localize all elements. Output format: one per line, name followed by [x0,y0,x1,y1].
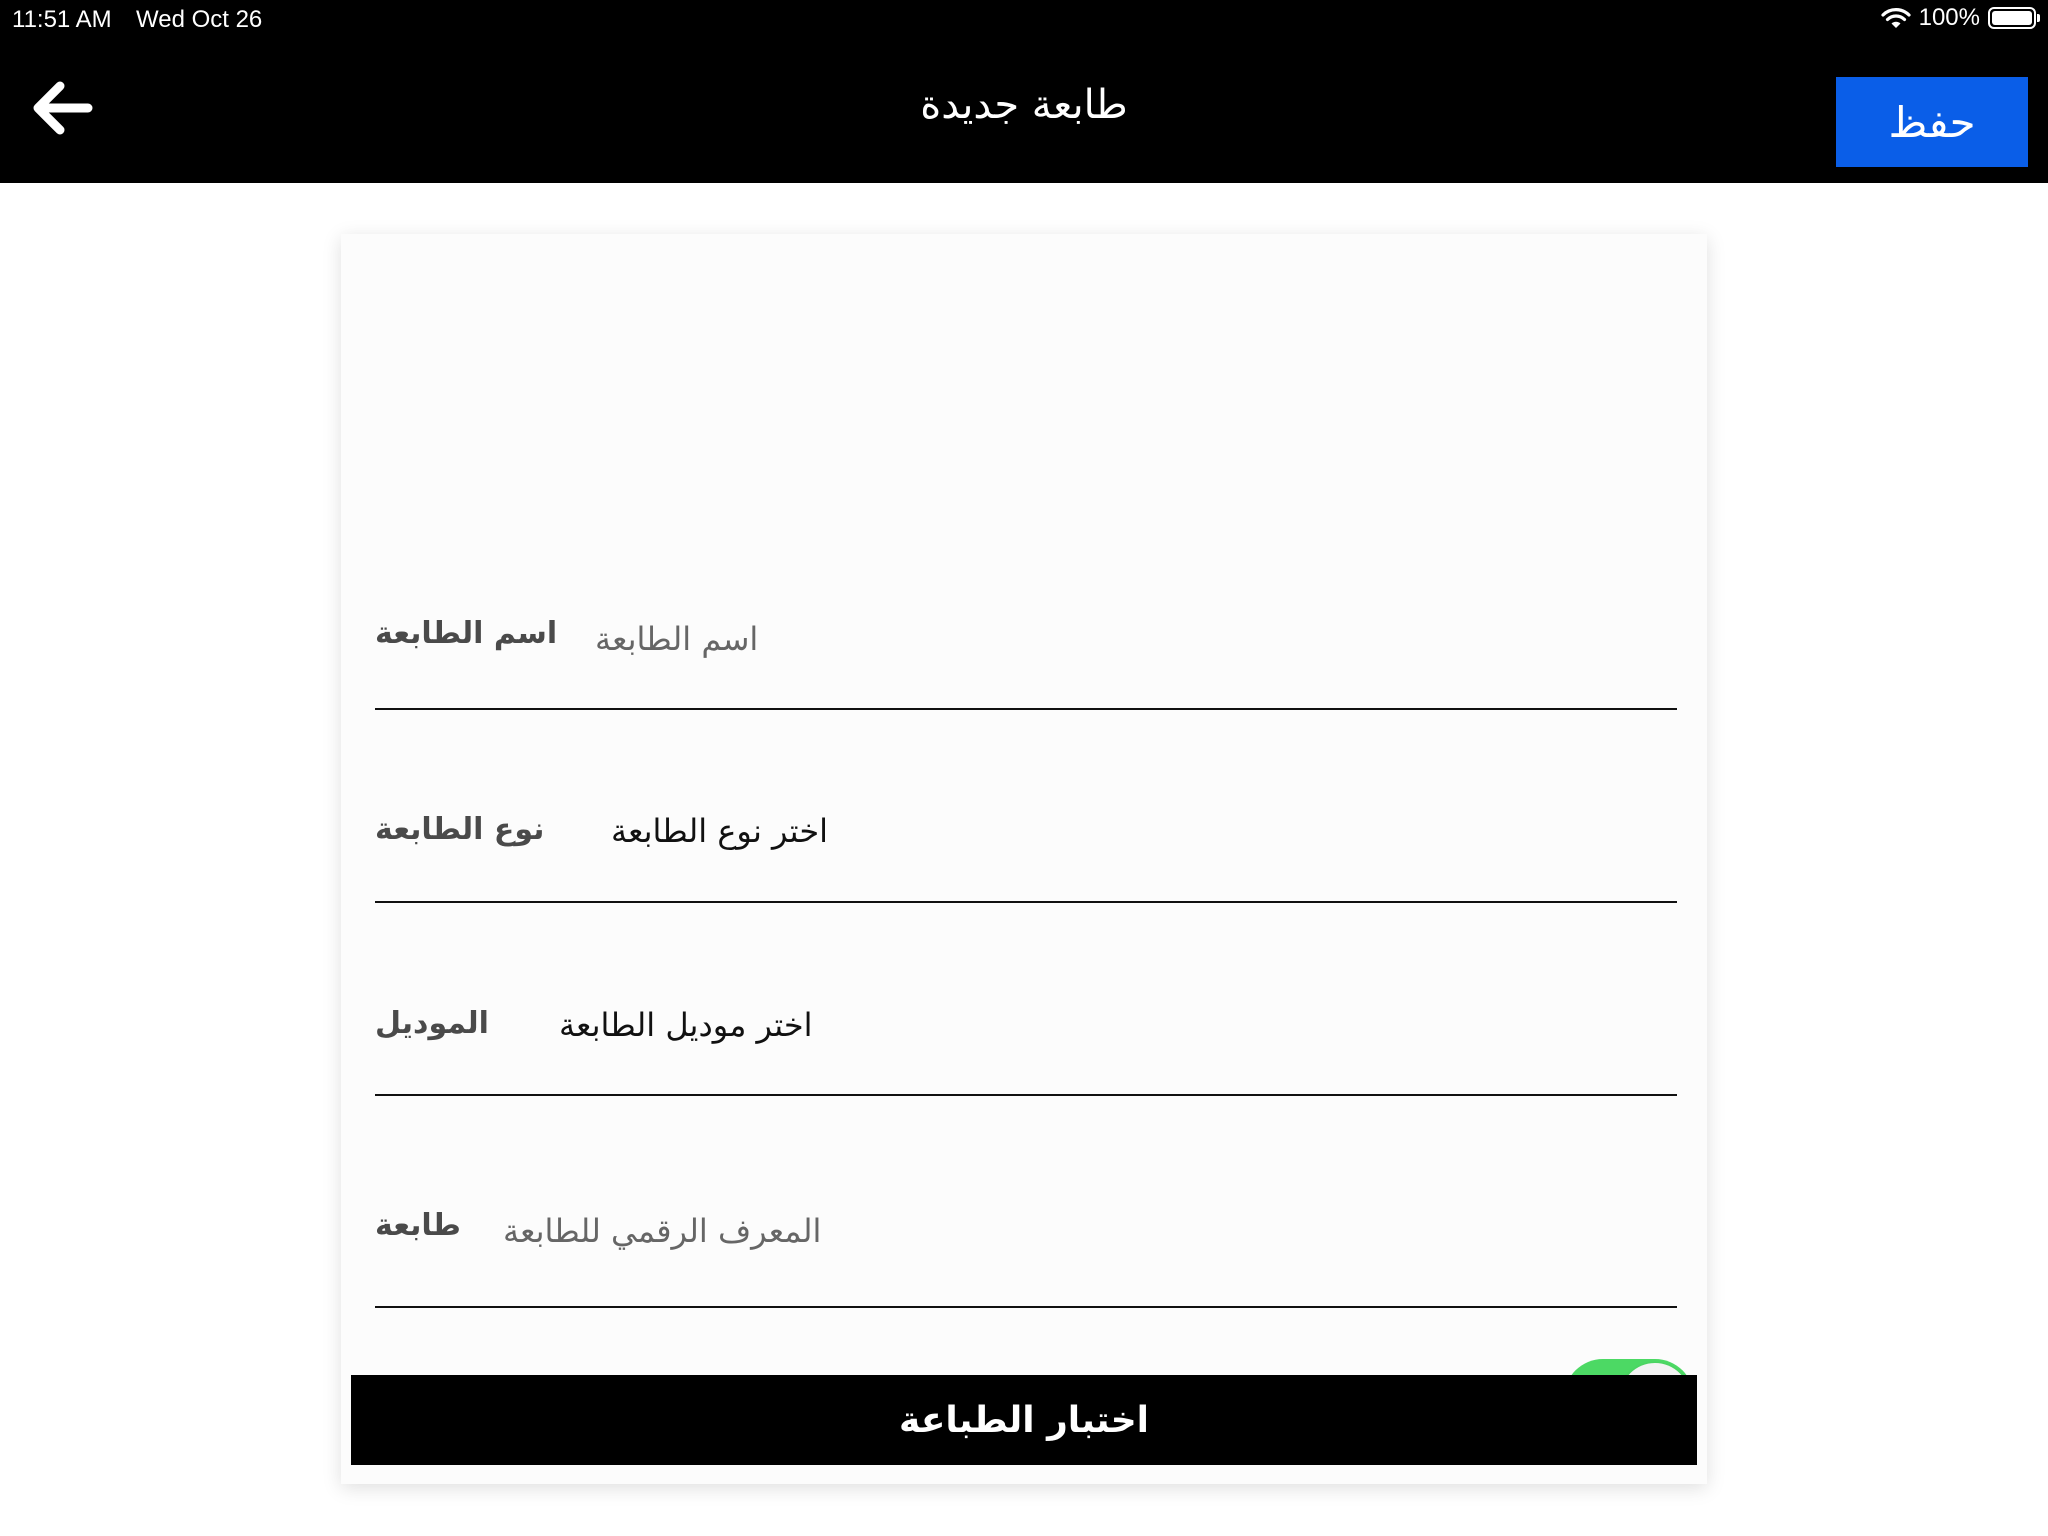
printer-model-label: الموديل [375,1006,489,1041]
status-indicators [1881,4,2036,32]
printer-form-card [341,234,1707,1484]
printer-type-label: نوع الطابعة [375,812,545,847]
printer-type-select[interactable]: اختر نوع الطابعة [611,812,828,850]
status-date: Wed Oct 26 [136,6,263,33]
page-title: طابعة جديدة [920,82,1128,128]
battery-fill [1992,11,2032,25]
wifi-icon [1881,7,1911,29]
field-printer-type[interactable] [375,794,1677,903]
status-time: 11:51 AM [12,6,112,33]
field-printer-model[interactable] [375,986,1677,1096]
field-printer-name [375,604,1677,710]
nav-bar [0,40,2048,183]
save-button[interactable]: حفظ [1836,77,2028,167]
printer-id-label: طابعة [375,1208,461,1243]
printer-name-label: اسم الطابعة [375,616,558,651]
printer-name-input[interactable] [595,620,1015,658]
printer-name-underline [375,708,1677,710]
status-bar [0,0,2048,40]
battery-icon [1988,7,2036,29]
printer-type-underline [375,901,1677,903]
printer-model-underline [375,1094,1677,1096]
printer-id-underline [375,1306,1677,1308]
test-print-button[interactable]: اختبار الطباعة [351,1375,1697,1465]
printer-model-select[interactable]: اختر موديل الطابعة [559,1006,813,1044]
field-printer-id [375,1188,1677,1308]
battery-percent: 100% [1918,4,1980,31]
printer-id-input[interactable] [503,1212,1063,1250]
